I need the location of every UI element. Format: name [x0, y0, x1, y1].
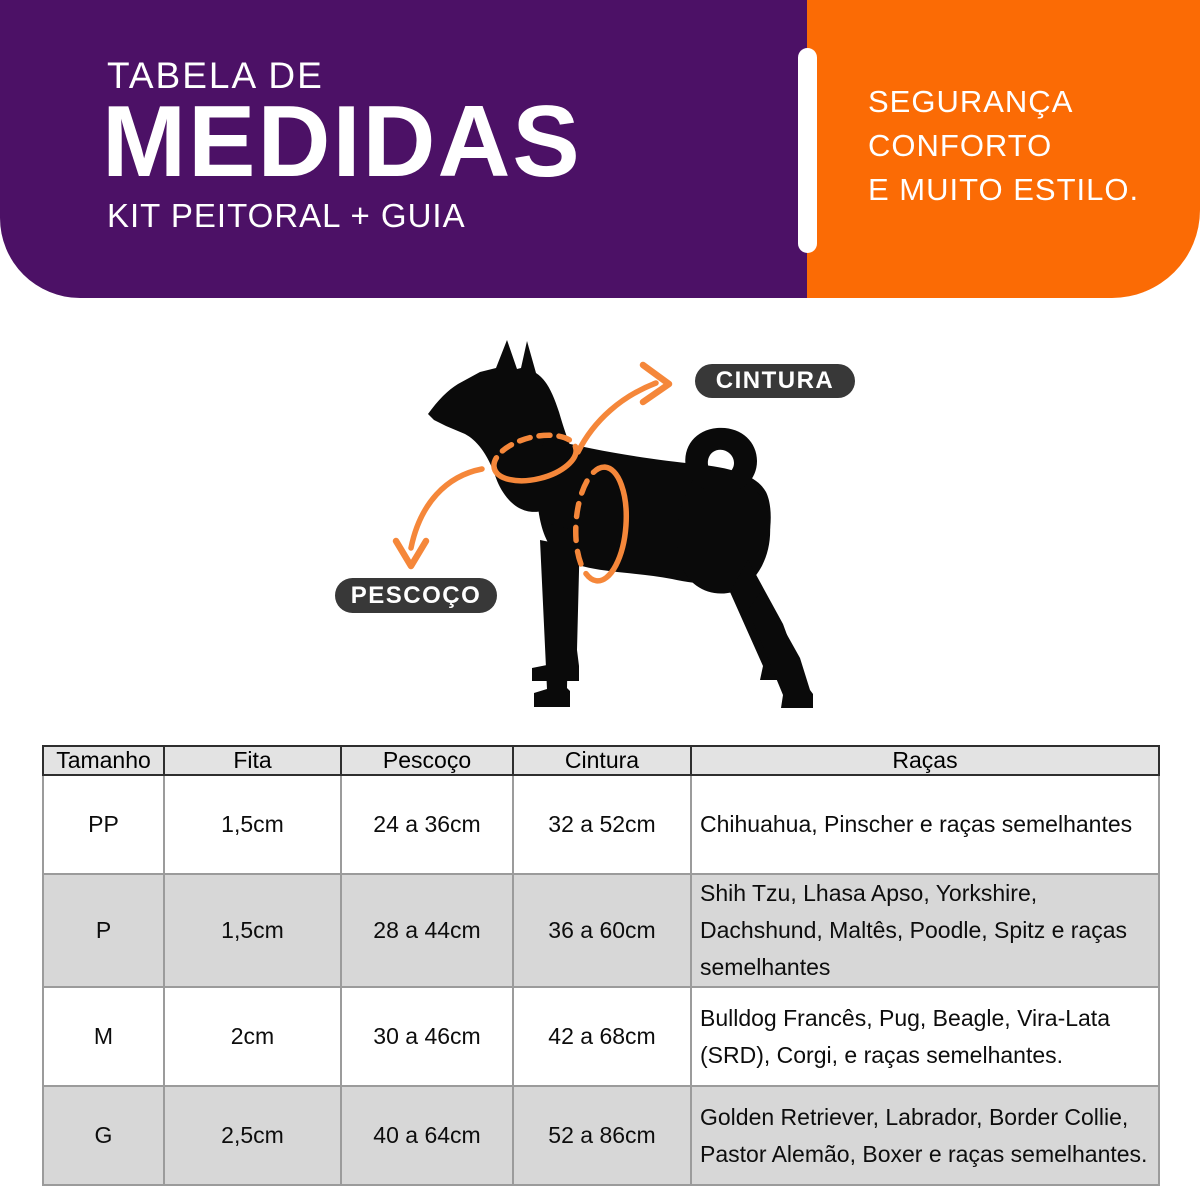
waist-arrow — [578, 365, 669, 452]
cell-fita: 1,5cm — [164, 874, 341, 987]
waist-arrowhead-icon — [643, 365, 669, 402]
table-row-p — [43, 874, 1159, 987]
dog-torso — [537, 438, 771, 584]
cell-pescoco: 28 a 44cm — [341, 874, 513, 987]
waist-label-pill: CINTURA — [695, 364, 855, 398]
table-row-pp — [43, 775, 1159, 874]
cell-cintura: 32 a 52cm — [513, 775, 691, 874]
dog-front-leg-near — [534, 540, 570, 707]
cell-cintura: 52 a 86cm — [513, 1086, 691, 1185]
orange-tagline-block — [807, 0, 1200, 298]
cell-racas: Shih Tzu, Lhasa Apso, Yorkshire, Dachshund, Maltês, Poodle, Spitz e raças semelhantes — [691, 874, 1159, 987]
dog-hind-thigh — [677, 470, 770, 594]
tagline-line-1: SEGURANÇA — [868, 84, 1074, 119]
tagline-line-3: E MUITO ESTILO. — [868, 172, 1140, 207]
table-row-g — [43, 1086, 1159, 1185]
cell-fita: 2cm — [164, 987, 341, 1086]
page-title: MEDIDAS — [102, 86, 582, 198]
cell-pescoco: 40 a 64cm — [341, 1086, 513, 1185]
dog-hind-leg-near — [748, 590, 813, 708]
col-header-racas: Raças — [691, 746, 1159, 775]
cell-fita: 2,5cm — [164, 1086, 341, 1185]
table-header-row — [43, 746, 1159, 775]
neck-measure-ring — [489, 427, 581, 488]
dog-head — [428, 340, 580, 512]
cell-cintura: 36 a 60cm — [513, 874, 691, 987]
cell-racas: Golden Retriever, Labrador, Border Collie, Pastor Alemão, Boxer e raças semelhantes. — [691, 1086, 1159, 1185]
size-table — [42, 745, 1160, 1186]
cell-tamanho: P — [43, 874, 164, 987]
cell-tamanho: PP — [43, 775, 164, 874]
purple-header-block — [0, 0, 807, 298]
dog-hind-leg-far — [730, 560, 799, 680]
col-header-pescoco: Pescoço — [341, 746, 513, 775]
col-header-tamanho: Tamanho — [43, 746, 164, 775]
waist-measure-ring — [572, 465, 630, 582]
cell-racas: Chihuahua, Pinscher e raças semelhantes — [691, 775, 1159, 874]
col-header-fita: Fita — [164, 746, 341, 775]
table-row-m — [43, 987, 1159, 1086]
cell-racas: Bulldog Francês, Pug, Beagle, Vira-Lata (SRD), Corgi, e raças semelhantes. — [691, 987, 1159, 1086]
cell-cintura: 42 a 68cm — [513, 987, 691, 1086]
dog-tail — [685, 428, 757, 493]
neck-label-pill: PESCOÇO — [335, 578, 497, 613]
cell-pescoco: 24 a 36cm — [341, 775, 513, 874]
cell-fita: 1,5cm — [164, 775, 341, 874]
neck-arrow — [396, 469, 482, 566]
cell-pescoco: 30 a 46cm — [341, 987, 513, 1086]
cell-tamanho: M — [43, 987, 164, 1086]
kit-subtitle: KIT PEITORAL + GUIA — [107, 197, 466, 234]
tagline — [868, 80, 1139, 212]
title-line-top: TABELA DE — [107, 55, 324, 96]
tagline-line-2: CONFORTO — [868, 128, 1053, 163]
cell-tamanho: G — [43, 1086, 164, 1185]
neck-arrowhead-icon — [396, 541, 426, 566]
col-header-cintura: Cintura — [513, 746, 691, 775]
dog-front-leg-far — [532, 524, 580, 681]
divider-pill — [798, 48, 817, 253]
